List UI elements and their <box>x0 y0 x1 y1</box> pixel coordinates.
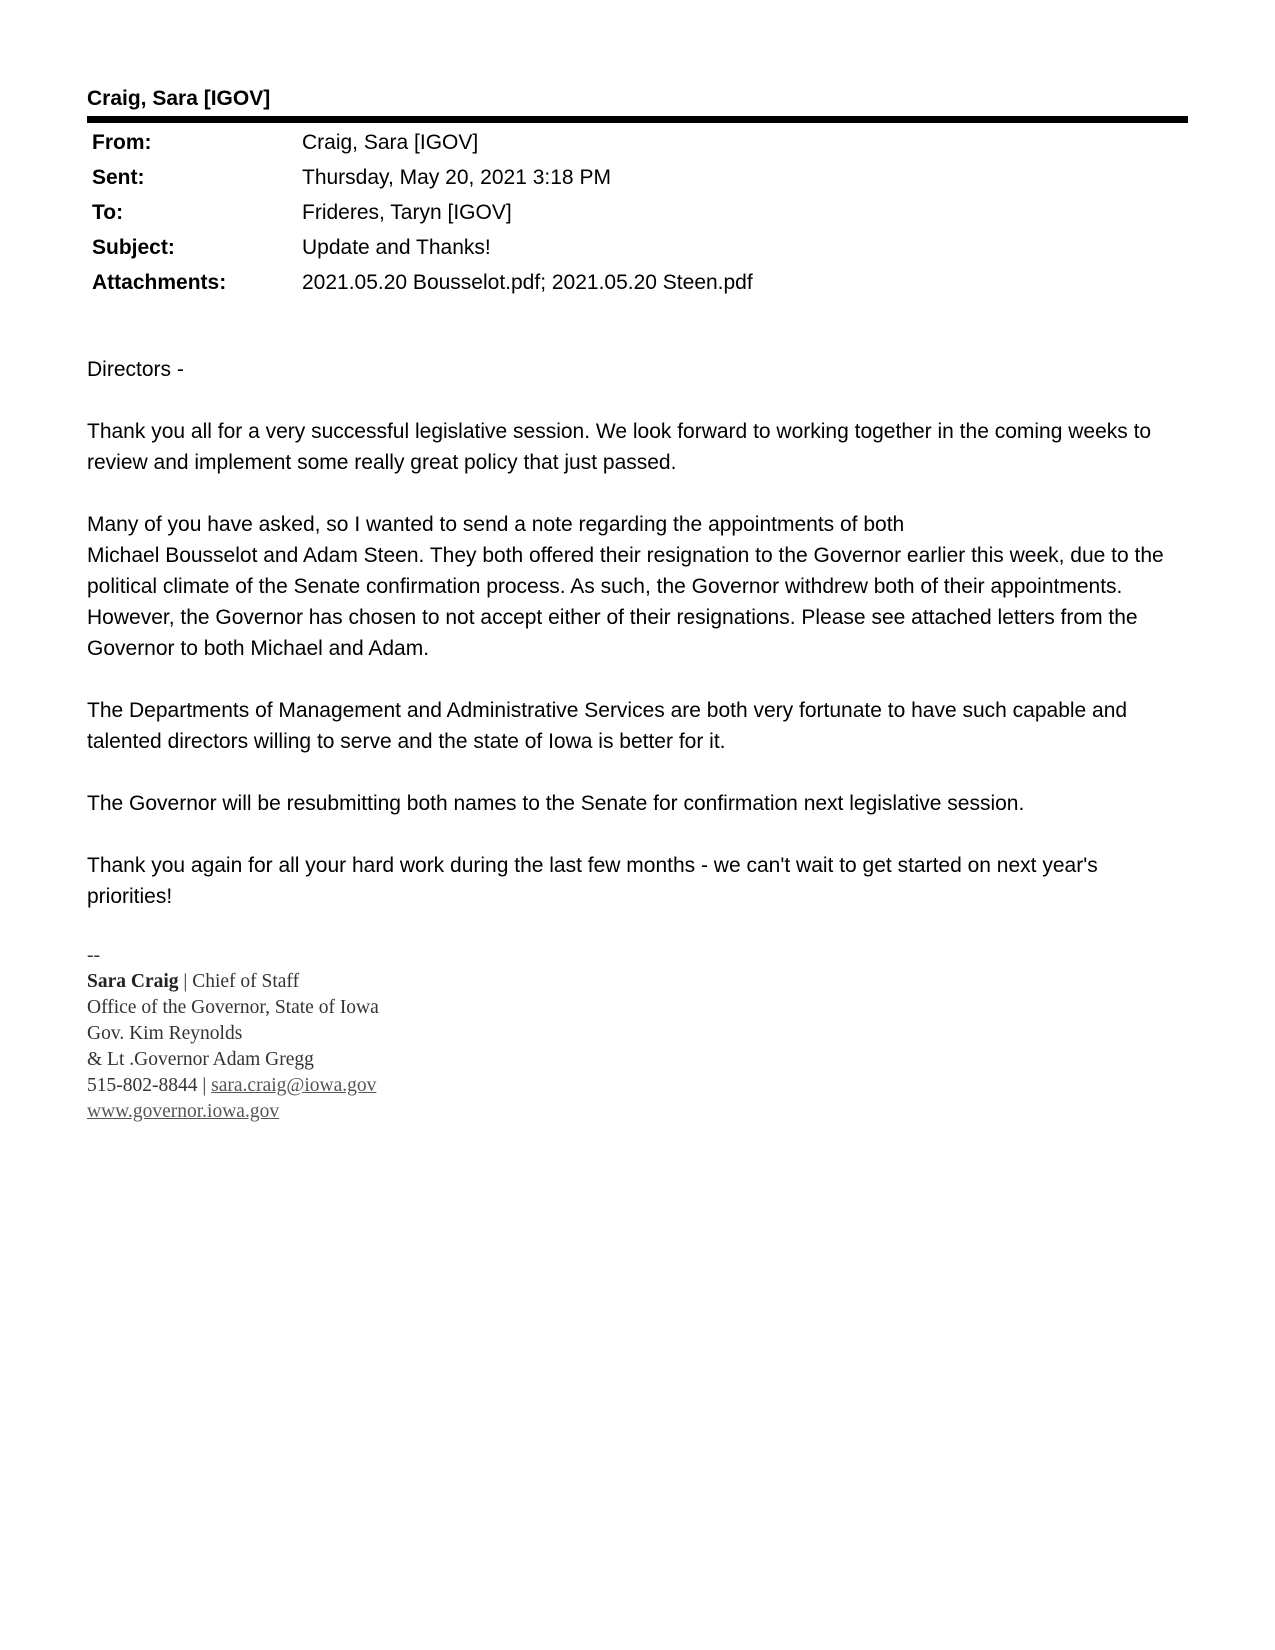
header-label: Attachments: <box>92 270 227 294</box>
body-paragraph-2-rest: Michael Bousselot and Adam Steen. They both offered their resignation to the Governor earlier this week, due to the political climate of the Senate confirmation process. As such, the Governor withdrew both of their appointments. However, the Governor has chosen to not accept either of their resignations. Please see attached letters from the Governor to both Michael and Adam. <box>87 544 1164 660</box>
signature-pipe: | <box>178 971 193 992</box>
email-body <box>87 354 1188 912</box>
header-row-to <box>92 195 1188 230</box>
signature-lt-governor: & Lt .Governor Adam Gregg <box>87 1049 314 1070</box>
body-paragraph-4: The Governor will be resubmitting both names to the Senate for confirmation next legislative session. <box>87 792 1025 815</box>
header-label: From: <box>92 130 152 154</box>
document-title: Craig, Sara [IGOV] <box>87 87 271 110</box>
signature-pipe: | <box>197 1075 212 1096</box>
title-divider <box>87 116 1188 123</box>
greeting: Directors - <box>87 358 184 381</box>
signature-contact-line <box>87 1073 1188 1099</box>
header-value-from: Craig, Sara [IGOV] <box>302 130 479 154</box>
email-signature <box>87 943 1188 1125</box>
header-label: Subject: <box>92 235 175 259</box>
signature-website-link[interactable]: www.governor.iowa.gov <box>87 1101 280 1122</box>
signature-governor: Gov. Kim Reynolds <box>87 1023 243 1044</box>
signature-name-line <box>87 969 1188 995</box>
signature-name: Sara Craig <box>87 971 179 992</box>
header-value-attachments: 2021.05.20 Bousselot.pdf; 2021.05.20 Steen.pdf <box>302 270 753 294</box>
header-value-subject: Update and Thanks! <box>302 235 491 259</box>
header-row-sent <box>92 160 1188 195</box>
signature-office: Office of the Governor, State of Iowa <box>87 997 379 1018</box>
header-row-subject <box>92 230 1188 265</box>
email-headers <box>92 125 1188 300</box>
body-paragraph-1: Thank you all for a very successful legislative session. We look forward to working together in the coming weeks to review and implement some really great policy that just passed. <box>87 420 1152 474</box>
body-paragraph-2 <box>87 509 1188 664</box>
header-row-from <box>92 125 1188 160</box>
header-value-sent: Thursday, May 20, 2021 3:18 PM <box>302 165 611 189</box>
body-paragraph-5: Thank you again for all your hard work during the last few months - we can't wait to get started on next year's priorities! <box>87 854 1098 908</box>
email-printout <box>87 80 1188 1125</box>
signature-separator: -- <box>87 945 100 966</box>
header-row-attachments <box>92 265 1188 300</box>
header-value-to: Frideres, Taryn [IGOV] <box>302 200 512 224</box>
header-label: To: <box>92 200 124 224</box>
body-paragraph-2-line-1: Many of you have asked, so I wanted to send a note regarding the appointments of both <box>87 513 905 536</box>
signature-email-link[interactable]: sara.craig@iowa.gov <box>211 1075 377 1096</box>
signature-phone: 515-802-8844 <box>87 1075 198 1096</box>
header-label: Sent: <box>92 165 145 189</box>
signature-role: Chief of Staff <box>192 971 300 992</box>
body-paragraph-3: The Departments of Management and Administrative Services are both very fortunate to have such capable and talented directors willing to serve and the state of Iowa is better for it. <box>87 699 1128 753</box>
